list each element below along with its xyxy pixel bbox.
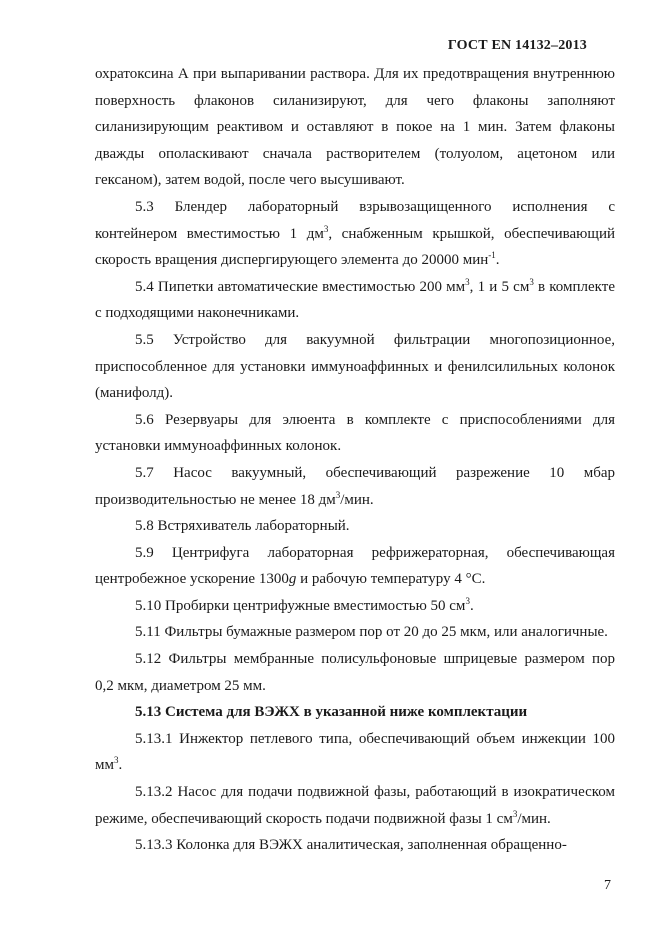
- superscript: 3: [465, 595, 470, 606]
- paragraph: [95, 593, 615, 620]
- text-run: 5.11 Фильтры бумажные размером пор от 20 до 25 мкм, или аналогичные.: [135, 624, 608, 641]
- paragraph: [95, 832, 615, 859]
- text-run: 5.13.2 Насос для подачи подвижной фазы, работающий в изократическом режиме, обеспечивающий скорость подачи подвижной фазы 1 см: [95, 784, 615, 827]
- page-header: ГОСТ EN 14132–2013: [447, 38, 587, 53]
- paragraph: [95, 726, 615, 779]
- paragraph: [95, 646, 615, 699]
- text-run: .: [118, 757, 123, 774]
- paragraph: [95, 194, 615, 274]
- text-run: .: [495, 252, 500, 269]
- paragraph: [95, 327, 615, 407]
- text-run: 5.6 Резервуары для элюента в комплекте с приспособлениями для установки иммуноаффинных колонок.: [95, 411, 615, 455]
- paragraph: [95, 407, 615, 460]
- text-run: 5.13.1 Инжектор петлевого типа, обеспечивающий объем инжекции 100 мм: [95, 730, 615, 774]
- text-run: 5.8 Встряхиватель лабораторный.: [135, 518, 350, 535]
- text-run: 5.5 Устройство для вакуумной фильтрации многопозиционное, приспособленное для установки иммуноаффинных и фенилсилильных колонок (манифолд).: [95, 331, 615, 402]
- italic-symbol: g: [288, 571, 297, 588]
- text-run: 5.13 Система для ВЭЖХ в указанной ниже комплектации: [135, 704, 528, 721]
- text-run: 5.10 Пробирки центрифужные вместимостью 50 см: [135, 597, 466, 614]
- text-run: и рабочую температуру 4 °С.: [296, 571, 486, 588]
- text-run: .: [469, 597, 474, 614]
- text-run: 5.7 Насос вакуумный, обеспечивающий разрежение 10 мбар производительностью не менее 18 дм: [95, 464, 615, 508]
- superscript: 3: [113, 755, 119, 766]
- paragraph: [95, 699, 615, 726]
- body-text: [95, 61, 615, 859]
- page-number: 7: [604, 878, 611, 893]
- paragraph: [95, 460, 615, 513]
- text-run: 5.3 Блендер лабораторный взрывозащищенного исполнения с контейнером вместимостью 1 дм: [95, 198, 615, 242]
- paragraph: [95, 513, 615, 540]
- paragraph: [95, 779, 615, 832]
- superscript: 3: [512, 808, 518, 819]
- text-run: в комплекте с подходящими наконечниками.: [95, 278, 615, 322]
- text-run: /мин.: [340, 491, 374, 508]
- text-run: , 1 и 5 см: [469, 278, 530, 295]
- superscript: 3: [335, 489, 341, 500]
- text-run: 5.4 Пипетки автоматические вместимостью 200 мм: [135, 278, 466, 295]
- text-run: 5.12 Фильтры мембранные полисульфоновые шприцевые размером пор 0,2 мкм, диаметром 25 мм.: [95, 651, 615, 694]
- paragraph: [95, 274, 615, 327]
- paragraph: [95, 540, 615, 593]
- paragraph: [95, 61, 615, 194]
- superscript: -1: [488, 250, 496, 261]
- text-run: /мин.: [517, 810, 551, 827]
- superscript: 3: [323, 223, 329, 234]
- paragraph: [95, 619, 615, 646]
- text-run: , снабженным крышкой, обеспечивающий скорость вращения диспергирующего элемента до 20000 мин: [95, 225, 615, 269]
- text-run: 5.9 Центрифуга лабораторная рефрижераторная, обеспечивающая центробежное ускорение 1300: [95, 544, 615, 588]
- superscript: 3: [529, 276, 534, 287]
- superscript: 3: [465, 276, 470, 287]
- text-run: 5.13.3 Колонка для ВЭЖХ аналитическая, заполненная обращенно-: [135, 837, 567, 854]
- text-run: охратоксина А при выпаривании раствора. Для их предотвращения внутреннюю поверхность флаконов силанизируют, для чего флаконы заполняют силанизирующим реактивом и оставляют в покое на 1 мин. Затем флаконы дважды ополаскивают сначала растворителем (толуолом, ацетоном или гексаном), затем водой, после чего высушивают.: [95, 66, 615, 189]
